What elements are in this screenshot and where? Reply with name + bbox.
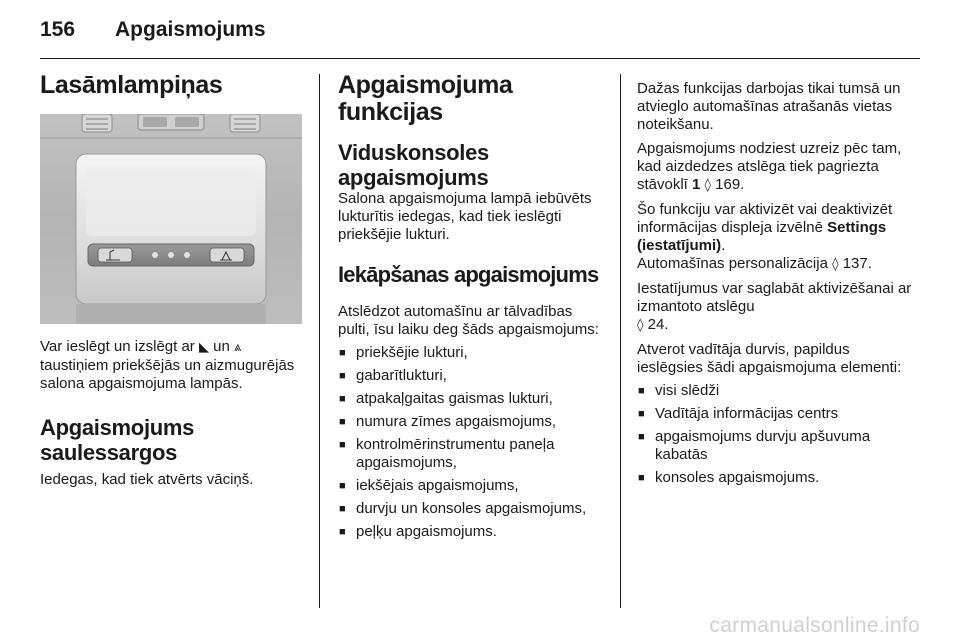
entry-lighting-list <box>338 344 606 541</box>
list-item: ■ visi slēdži <box>637 382 919 400</box>
door-open-text: Atverot vadītāja durvis, papildus ieslēgsies šādi apgaismojuma elementi: <box>637 341 902 376</box>
page-header <box>40 18 920 58</box>
chapter-title: Apgaismojums <box>115 18 266 41</box>
ignition-position: 1 <box>692 176 701 193</box>
entry-lighting-text: Atslēdzot automašīnu ar tālvadības pulti, īsu laiku deg šāds apgaismojums: <box>338 303 599 338</box>
list-item: ■ gabarītlukturi, <box>338 367 606 385</box>
overhead-console-image <box>40 114 302 324</box>
list-item: ■ numura zīmes apgaismojums, <box>338 413 606 431</box>
column-divider-2 <box>620 74 621 608</box>
page-reference-icon: ◊ <box>637 318 644 333</box>
toggle-function-text: Šo funkciju var aktivizēt vai deaktivizēt informācijas displeja izvēlnē Settings (iestatījumi). Automašīnas personalizācija ◊ 137. <box>637 201 893 272</box>
reading-lights-figure <box>40 114 302 324</box>
list-item: ■ durvju un konsoles apgaismojums, <box>338 500 606 518</box>
column-divider-1 <box>319 74 320 608</box>
page-reference-icon: ◊ <box>832 257 839 272</box>
ignition-off-text: Apgaismojums nodziest uzreiz pēc tam, kad aizdedzes atslēga tiek pagriezta stāvoklī 1 ◊ 169. <box>637 140 902 193</box>
entry-lighting-heading: Iekāpšanas apgaismojums <box>338 262 599 287</box>
list-item: ■ priekšējie lukturi, <box>338 344 606 362</box>
save-settings-text: Iestatījumus var saglabāt aktivizēšanai ar izmantoto atslēgu ◊ 24. <box>637 280 912 333</box>
reading-lights-heading: Lasāmlampiņas <box>40 71 223 99</box>
rear-reading-light-icon: ⩓ <box>234 340 242 355</box>
page-reference-icon: ◊ <box>704 178 711 193</box>
lighting-functions-heading: Apgaismojuma funkcijas <box>338 71 513 126</box>
watermark: carmanualsonline.info <box>709 614 920 637</box>
center-console-text: Salona apgaismojuma lampā iebūvēts lukturītis iedegas, kad tiek ieslēgti priekšējie lukturi. <box>338 190 592 243</box>
center-console-heading: Viduskonsoles apgaismojums <box>338 140 489 190</box>
list-item: ■ konsoles apgaismojums. <box>637 469 919 487</box>
list-item: ■ atpakaļgaitas gaismas lukturi, <box>338 390 606 408</box>
sunvisor-lighting-text: Iedegas, kad tiek atvērts vāciņš. <box>40 471 254 488</box>
front-reading-light-icon: ◣ <box>198 340 209 355</box>
list-item: ■ peļķu apgaismojums. <box>338 523 606 541</box>
list-item: ■ iekšējais apgaismojums, <box>338 477 606 495</box>
sunvisor-lighting-heading: Apgaismojums saulessargos <box>40 415 195 465</box>
list-item: ■ Vadītāja informācijas centrs <box>637 405 919 423</box>
dark-only-text: Dažas funkcijas darbojas tikai tumsā un atvieglo automašīnas atrašanās vietas noteikšanu. <box>637 80 901 133</box>
column-2 <box>338 72 606 541</box>
settings-menu-label: Settings (iestatījumi) <box>637 219 887 254</box>
column-3 <box>637 80 919 487</box>
column-1 <box>40 72 302 489</box>
door-open-list <box>637 382 919 487</box>
list-item: ■ apgaismojums durvju apšuvuma kabatās <box>637 428 919 464</box>
reading-lights-description: Var ieslēgt un izslēgt ar ◣ un ⩓ taustiņiem priekšējās un aizmugurējās salona apgaismojuma lampās. <box>40 338 295 392</box>
list-item: ■ kontrolmērinstrumentu paneļa apgaismojums, <box>338 436 606 472</box>
header-rule <box>40 58 920 59</box>
page-number: 156 <box>40 18 76 41</box>
